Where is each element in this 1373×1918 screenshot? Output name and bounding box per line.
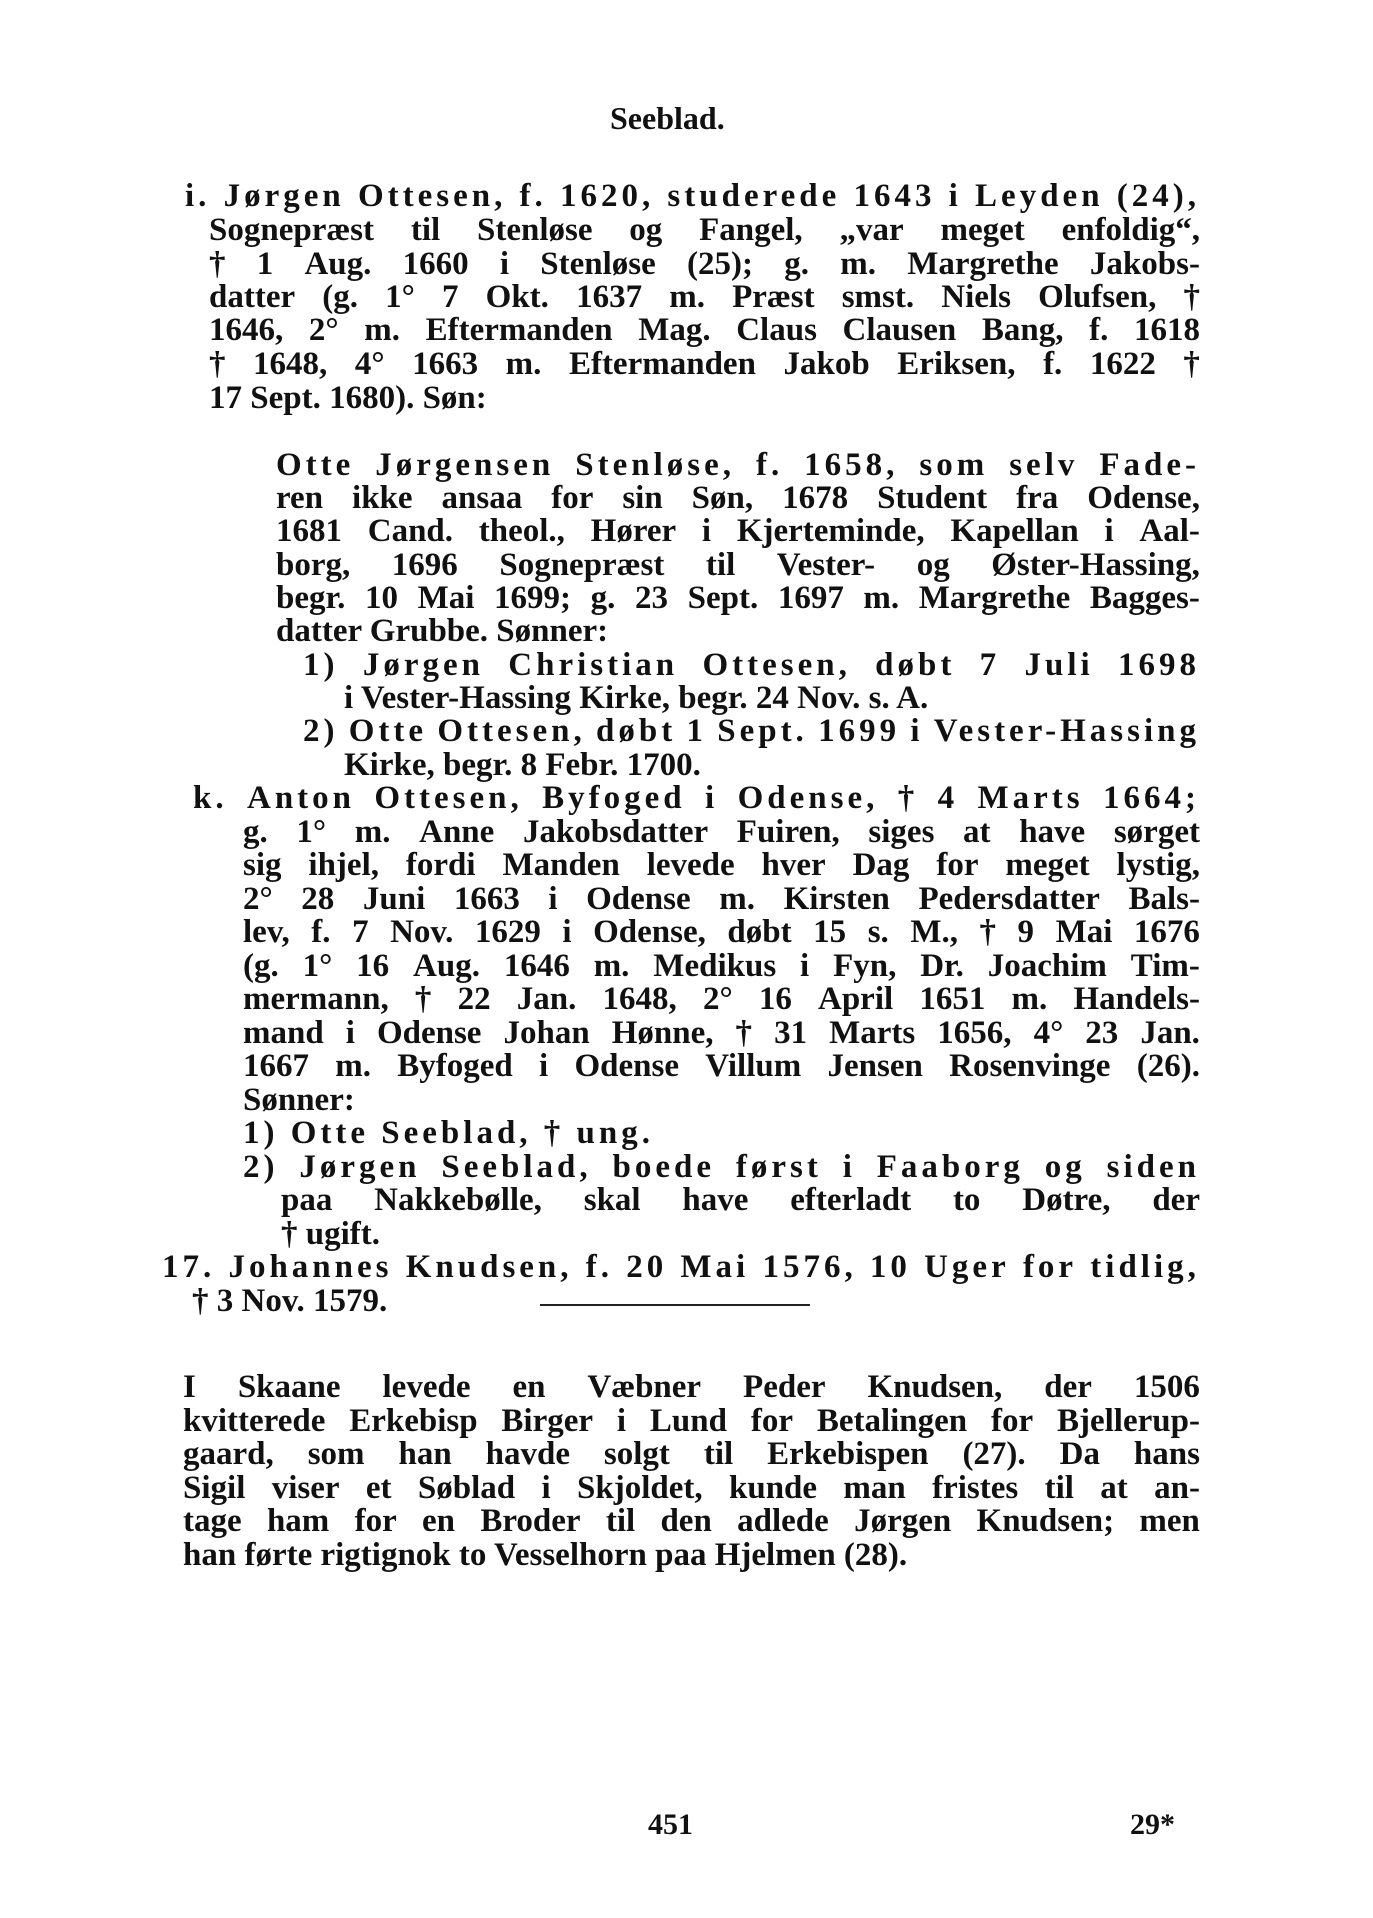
signature-mark: 29* <box>1130 1808 1175 1841</box>
section-divider <box>540 1304 810 1306</box>
text-line: han førte rigtignok to Vesselhorn paa Hjelmen (28). <box>183 1537 908 1573</box>
text-line: gaard, som han havde solgt til Erkebispen (27). Da hans <box>183 1436 1200 1472</box>
text-line: 2) Jørgen Seeblad, boede først i Faaborg og siden <box>243 1149 1200 1185</box>
text-line: 1681 Cand. theol., Hører i Kjerteminde, Kapellan i Aal- <box>276 513 1200 549</box>
text-line: 1667 m. Byfoged i Odense Villum Jensen Rosenvinge (26). <box>243 1048 1200 1084</box>
text-line: Kirke, begr. 8 Febr. 1700. <box>344 747 701 783</box>
text-line: I Skaane levede en Væbner Peder Knudsen, der 1506 <box>183 1369 1200 1405</box>
text-line: i Vester-Hassing Kirke, begr. 24 Nov. s. A. <box>344 680 929 716</box>
text-line: tage ham for en Broder til den adlede Jørgen Knudsen; men <box>183 1503 1200 1539</box>
text-line: mermann, † 22 Jan. 1648, 2° 16 April 1651 m. Handels- <box>243 981 1200 1017</box>
text-line: begr. 10 Mai 1699; g. 23 Sept. 1697 m. Margrethe Bagges- <box>276 580 1200 616</box>
text-line: datter (g. 1° 7 Okt. 1637 m. Præst smst. Niels Olufsen, † <box>209 279 1200 315</box>
text-line: Sigil viser et Søblad i Skjoldet, kunde man fristes til at an- <box>183 1470 1200 1506</box>
text-line: Sognepræst til Stenløse og Fangel, „var meget enfoldig“, <box>209 212 1200 248</box>
text-line: † 1 Aug. 1660 i Stenløse (25); g. m. Margrethe Jakobs- <box>209 246 1200 282</box>
text-line: 2° 28 Juni 1663 i Odense m. Kirsten Pedersdatter Bals- <box>243 881 1200 917</box>
text-line: lev, f. 7 Nov. 1629 i Odense, døbt 15 s. M., † 9 Mai 1676 <box>243 914 1200 950</box>
text-line: ren ikke ansaa for sin Søn, 1678 Student fra Odense, <box>276 480 1200 516</box>
text-line: 2) Otte Ottesen, døbt 1 Sept. 1699 i Vester-Hassing <box>303 713 1200 749</box>
text-line: 1646, 2° m. Eftermanden Mag. Claus Clausen Bang, f. 1618 <box>209 312 1200 348</box>
text-line: Sønner: <box>243 1082 355 1118</box>
text-line: g. 1° m. Anne Jakobsdatter Fuiren, siges at have sørget <box>243 814 1200 850</box>
text-line: mand i Odense Johan Hønne, † 31 Marts 1656, 4° 23 Jan. <box>243 1015 1200 1051</box>
text-line: † 3 Nov. 1579. <box>192 1283 388 1319</box>
text-line: 17. Johannes Knudsen, f. 20 Mai 1576, 10 Uger for tidlig, <box>162 1249 1200 1285</box>
text-line: kvitterede Erkebisp Birger i Lund for Betalingen for Bjellerup- <box>183 1403 1200 1439</box>
page-number: 451 <box>648 1808 693 1841</box>
text-line: 1) Otte Seeblad, † ung. <box>243 1115 655 1151</box>
page-header: Seeblad. <box>610 100 725 136</box>
text-line: 17 Sept. 1680). Søn: <box>209 380 487 416</box>
text-line: k. Anton Ottesen, Byfoged i Odense, † 4 Marts 1664; <box>193 780 1200 816</box>
text-line: † ugift. <box>281 1216 380 1252</box>
text-line: sig ihjel, fordi Manden levede hver Dag for meget lystig, <box>243 847 1200 883</box>
text-line: 1) Jørgen Christian Ottesen, døbt 7 Juli 1698 <box>303 647 1200 683</box>
text-line: datter Grubbe. Sønner: <box>276 613 609 649</box>
text-line: (g. 1° 16 Aug. 1646 m. Medikus i Fyn, Dr. Joachim Tim- <box>243 948 1200 984</box>
text-line: Otte Jørgensen Stenløse, f. 1658, som selv Fade- <box>276 447 1200 483</box>
text-line: borg, 1696 Sognepræst til Vester- og Øster-Hassing, <box>276 547 1200 583</box>
text-line: † 1648, 4° 1663 m. Eftermanden Jakob Eriksen, f. 1622 † <box>209 346 1200 382</box>
text-line: i. Jørgen Ottesen, f. 1620, studerede 1643 i Leyden (24), <box>185 178 1200 214</box>
text-line: paa Nakkebølle, skal have efterladt to Døtre, der <box>281 1182 1200 1218</box>
